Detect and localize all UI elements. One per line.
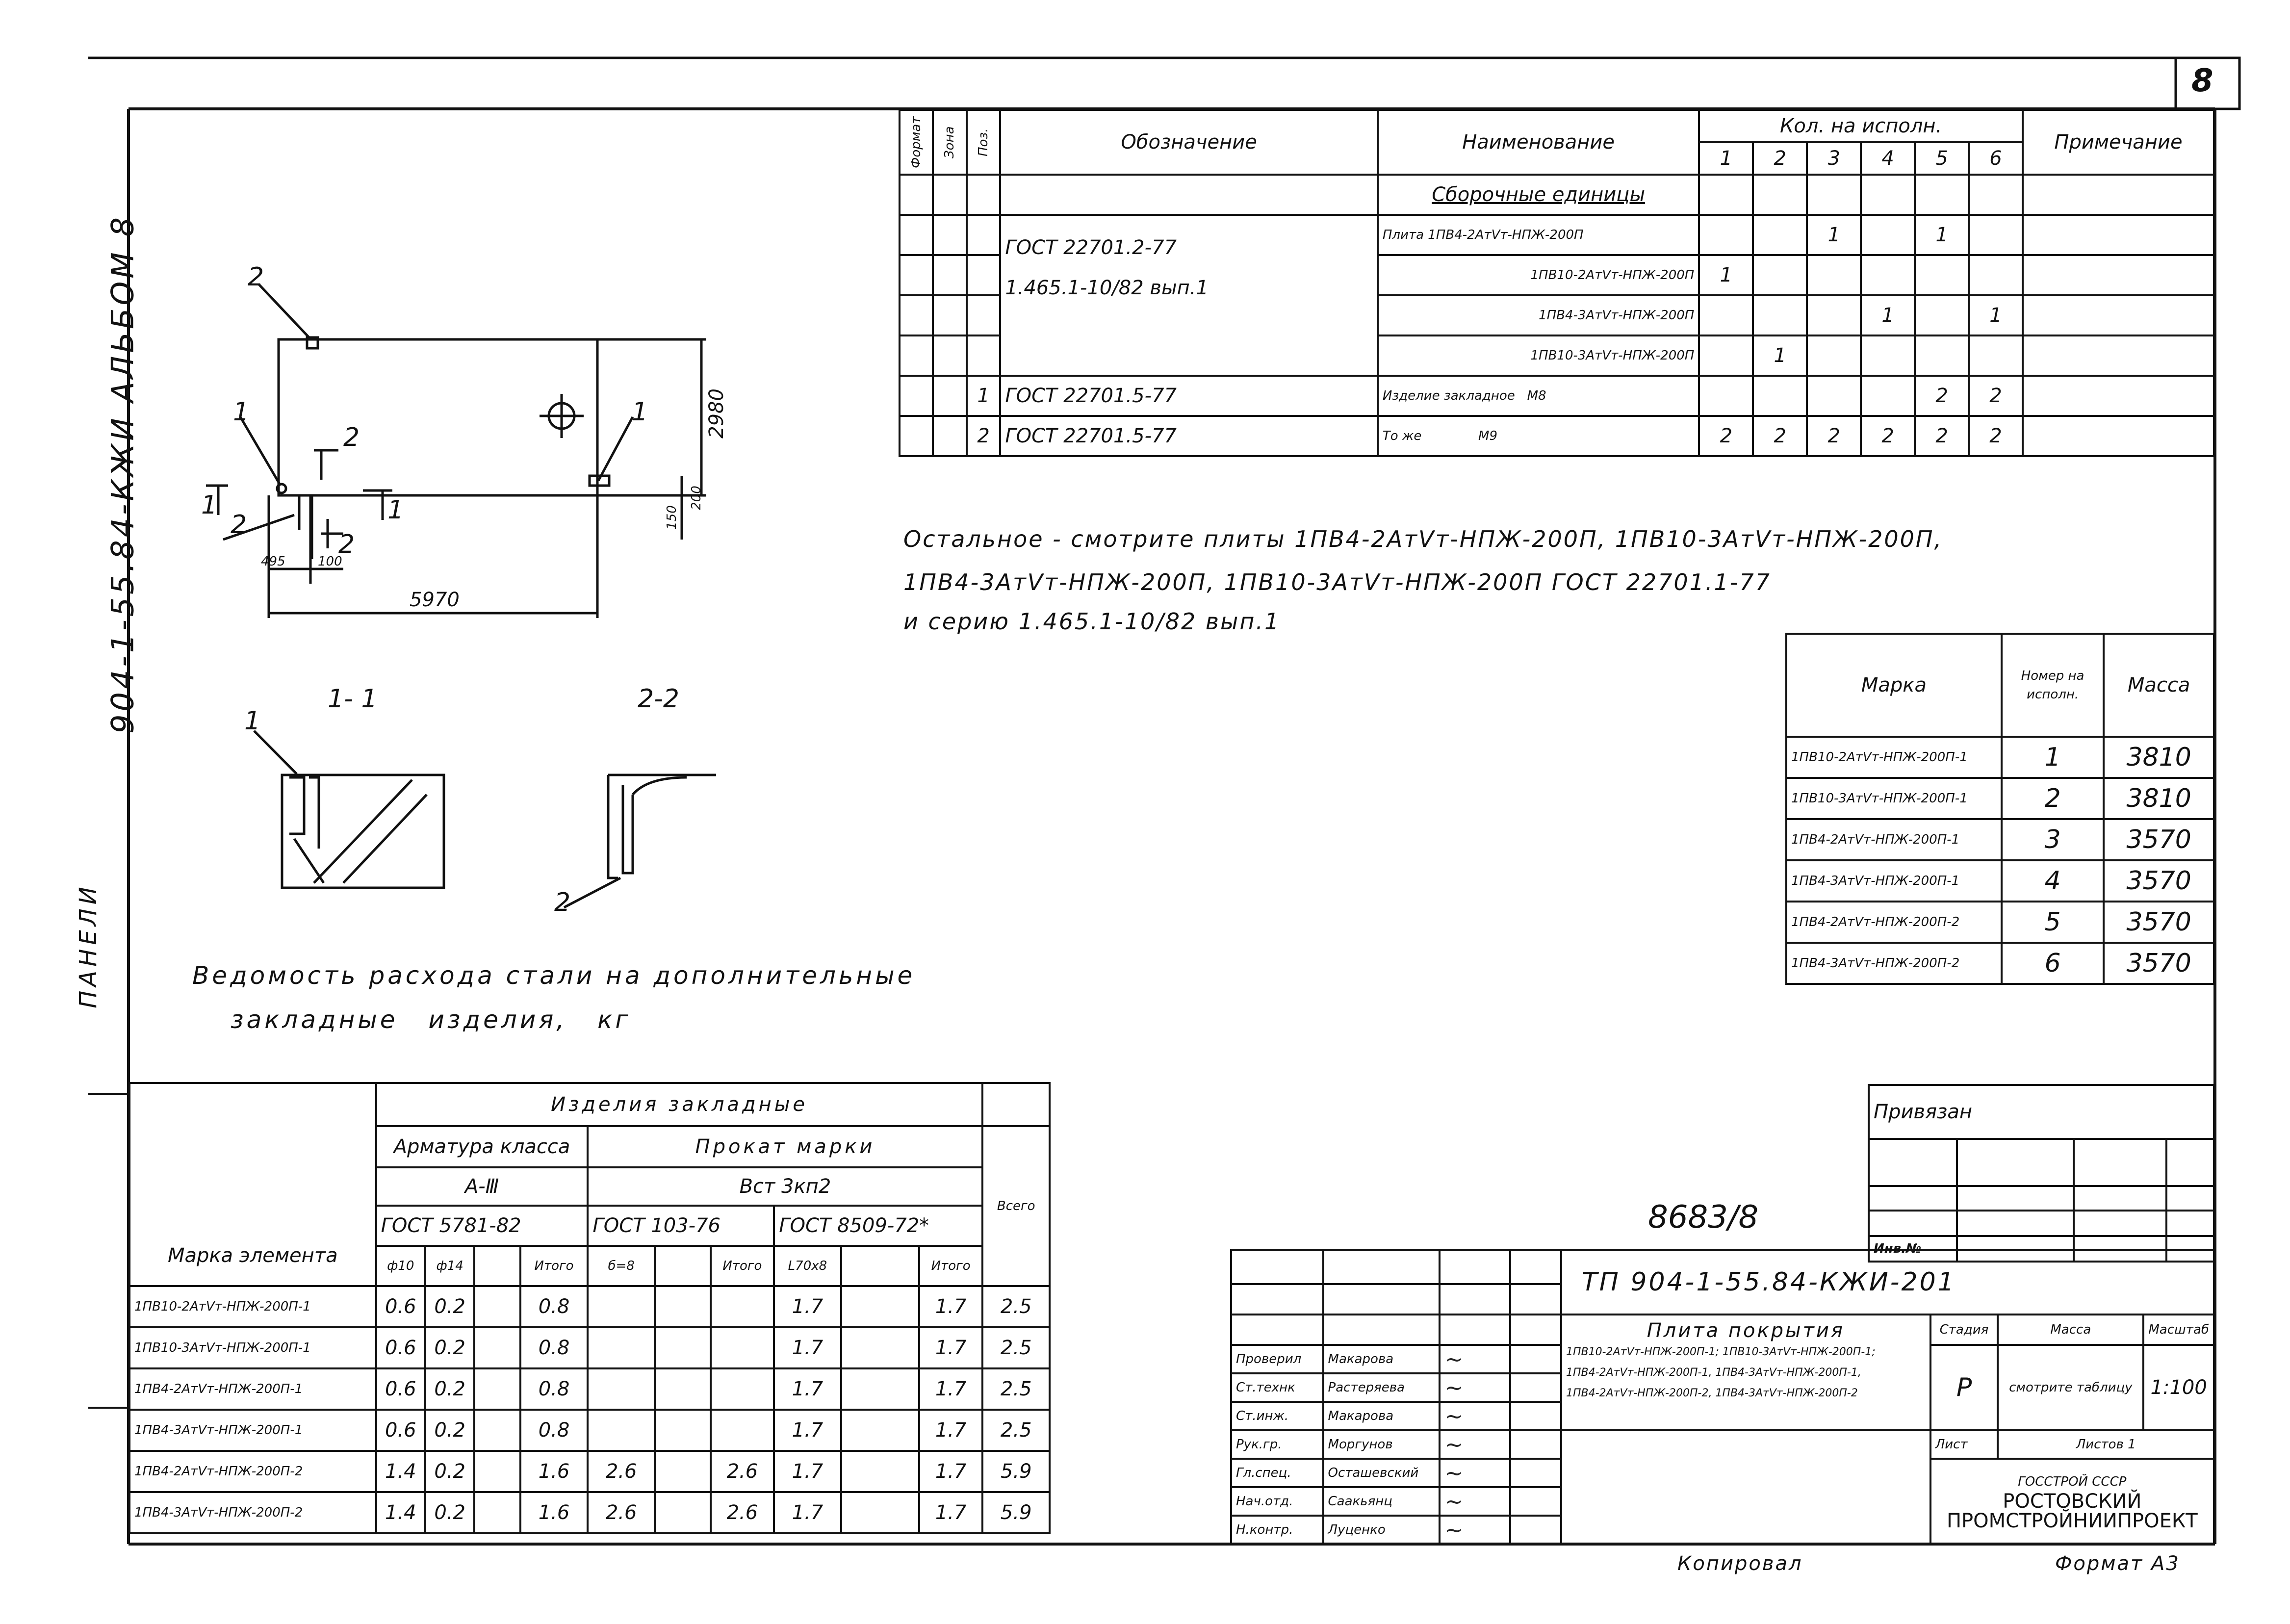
signature: ~ bbox=[1440, 1402, 1510, 1430]
steel-cell: 0.6 bbox=[376, 1327, 425, 1368]
scale-value: 1:100 bbox=[2143, 1345, 2214, 1430]
spec-table bbox=[899, 109, 2215, 457]
drawing-title bbox=[1561, 1315, 1930, 1430]
qty-cell bbox=[1807, 335, 1861, 376]
stage-value: Р bbox=[1930, 1345, 1998, 1430]
steel-cell bbox=[711, 1286, 774, 1327]
org-line-2: РОСТОВСКИЙ bbox=[2003, 1490, 2142, 1513]
dim-200: 200 bbox=[689, 486, 704, 510]
role: Рук.гр. bbox=[1231, 1430, 1323, 1459]
steel-cell: 2.6 bbox=[588, 1492, 654, 1533]
qty-cell bbox=[1753, 376, 1807, 416]
steel-cell: 1.7 bbox=[774, 1451, 841, 1492]
section-title-1-1: 1- 1 bbox=[328, 684, 378, 714]
qty-cell: 2 bbox=[1915, 416, 1969, 456]
signature: ~ bbox=[1440, 1459, 1510, 1487]
steel-cell bbox=[588, 1410, 654, 1451]
steel-cell: 1.7 bbox=[774, 1327, 841, 1368]
steel-cell: 5.9 bbox=[982, 1492, 1050, 1533]
callout-1-left: 1 bbox=[233, 397, 250, 427]
steel-cell: 0.2 bbox=[425, 1410, 474, 1451]
mass-row-exec: 5 bbox=[2002, 902, 2104, 943]
mass-row-mass: 3570 bbox=[2104, 860, 2214, 902]
steel-cell: 0.2 bbox=[425, 1451, 474, 1492]
mass-row-mark: 1ПВ4-3АтⅤт-НПЖ-200П-2 bbox=[1786, 943, 2002, 984]
person: Саакьянц bbox=[1323, 1487, 1440, 1516]
hdr-exec-2: 2 bbox=[1753, 142, 1807, 175]
binding-label: Привязан bbox=[1869, 1085, 2214, 1139]
steel-cell: 1.7 bbox=[919, 1286, 983, 1327]
role: Проверил bbox=[1231, 1345, 1323, 1373]
row-pos: 2 bbox=[967, 416, 1000, 456]
title-sub-3: 1ПВ4-2АтⅤт-НПЖ-200П-2, 1ПВ4-3АтⅤт-НПЖ-200П-2 bbox=[1566, 1387, 1858, 1399]
qty-cell: 2 bbox=[1915, 376, 1969, 416]
dim-495: 495 bbox=[261, 554, 285, 569]
section-mark-1b: 1 bbox=[387, 495, 404, 525]
row-name: То же М9 bbox=[1378, 416, 1699, 456]
qty-cell bbox=[1699, 295, 1753, 335]
hdr-total: Всего bbox=[982, 1126, 1050, 1286]
signature: ~ bbox=[1440, 1487, 1510, 1516]
side-stamp: 904-1-55.84-КЖИ АЛЬБОМ 8 bbox=[104, 214, 141, 734]
steel-table bbox=[129, 1082, 1051, 1534]
mass-label: Масса bbox=[1998, 1315, 2143, 1345]
title-main: Плита покрытия bbox=[1647, 1319, 1845, 1342]
steel-row-mark: 1ПВ10-3АтⅤт-НПЖ-200П-1 bbox=[129, 1327, 376, 1368]
steel-cell: 0.6 bbox=[376, 1368, 425, 1410]
signature: ~ bbox=[1440, 1516, 1510, 1544]
hdr-gost-rebar: ГОСТ 5781-82 bbox=[376, 1206, 588, 1246]
steel-cell: 2.6 bbox=[588, 1451, 654, 1492]
steel-row-mark: 1ПВ4-3АтⅤт-НПЖ-200П-2 bbox=[129, 1492, 376, 1533]
hdr-rebar-class: А-Ⅲ bbox=[376, 1167, 588, 1206]
qty-cell bbox=[1861, 335, 1915, 376]
steel-cell bbox=[588, 1327, 654, 1368]
hdr-exec-5: 5 bbox=[1915, 142, 1969, 175]
qty-cell bbox=[1753, 215, 1807, 255]
steel-title-2: закладные изделия, кг bbox=[231, 1005, 631, 1034]
hdr-exec-6: 6 bbox=[1969, 142, 2023, 175]
role: Гл.спец. bbox=[1231, 1459, 1323, 1487]
format-label: Формат А3 bbox=[2055, 1552, 2180, 1575]
person: Моргунов bbox=[1323, 1430, 1440, 1459]
qty-cell bbox=[1699, 215, 1753, 255]
organization bbox=[1930, 1459, 2214, 1544]
hdr-mark: Марка bbox=[1786, 634, 2002, 737]
sub-itogo-2: Итого bbox=[711, 1246, 774, 1286]
sec2-callout: 2 bbox=[554, 888, 571, 917]
hdr-zone: Зона bbox=[933, 110, 966, 175]
steel-cell: 1.4 bbox=[376, 1492, 425, 1533]
steel-cell: 5.9 bbox=[982, 1451, 1050, 1492]
designation-line-2: 1.465.1-10/82 вып.1 bbox=[1005, 277, 1209, 299]
sheet-label: Лист bbox=[1930, 1430, 1998, 1459]
person: Макарова bbox=[1323, 1402, 1440, 1430]
section-1-1 bbox=[254, 731, 444, 888]
hdr-qty: Кол. на исполн. bbox=[1699, 110, 2023, 142]
sheets-label: Листов 1 bbox=[1998, 1430, 2214, 1459]
dim-100: 100 bbox=[318, 554, 342, 569]
title-block bbox=[1230, 1249, 2215, 1545]
hdr-name: Наименование bbox=[1378, 110, 1699, 175]
hdr-exec-3: 3 bbox=[1807, 142, 1861, 175]
steel-cell: 1.6 bbox=[520, 1451, 588, 1492]
mass-row-exec: 2 bbox=[2002, 778, 2104, 819]
steel-cell: 0.6 bbox=[376, 1410, 425, 1451]
qty-cell: 1 bbox=[1699, 255, 1753, 295]
qty-cell: 1 bbox=[1861, 295, 1915, 335]
row-pos: 1 bbox=[967, 376, 1000, 416]
section-title-2-2: 2-2 bbox=[638, 684, 679, 714]
steel-row-mark: 1ПВ4-2АтⅤт-НПЖ-200П-1 bbox=[129, 1368, 376, 1410]
qty-cell: 2 bbox=[1969, 416, 2023, 456]
note-line-3: и серию 1.465.1-10/82 вып.1 bbox=[903, 608, 1281, 635]
steel-cell bbox=[711, 1327, 774, 1368]
sub-b8: б=8 bbox=[588, 1246, 654, 1286]
qty-cell bbox=[1807, 376, 1861, 416]
steel-cell: 2.5 bbox=[982, 1327, 1050, 1368]
steel-cell: 0.6 bbox=[376, 1286, 425, 1327]
qty-cell bbox=[1861, 376, 1915, 416]
steel-cell: 2.6 bbox=[711, 1451, 774, 1492]
qty-cell bbox=[1969, 215, 2023, 255]
qty-cell bbox=[1807, 255, 1861, 295]
section-title: Сборочные единицы bbox=[1378, 175, 1699, 215]
dim-150: 150 bbox=[664, 505, 679, 530]
mass-row-mark: 1ПВ4-2АтⅤт-НПЖ-200П-1 bbox=[1786, 819, 2002, 860]
steel-cell: 1.7 bbox=[774, 1368, 841, 1410]
hdr-rolled-grade: Вст 3кп2 bbox=[588, 1167, 982, 1206]
qty-cell: 1 bbox=[1807, 215, 1861, 255]
hdr-note: Примечание bbox=[2023, 110, 2214, 175]
title-sub-1: 1ПВ10-2АтⅤт-НПЖ-200П-1; 1ПВ10-3АтⅤт-НПЖ-200П-1; bbox=[1566, 1346, 1876, 1358]
mass-row-mark: 1ПВ4-2АтⅤт-НПЖ-200П-2 bbox=[1786, 902, 2002, 943]
sec1-callout: 1 bbox=[244, 706, 261, 736]
hdr-format: Формат bbox=[900, 110, 933, 175]
role: Нач.отд. bbox=[1231, 1487, 1323, 1516]
person: Растеряева bbox=[1323, 1373, 1440, 1402]
row-designation: ГОСТ 22701.5-77 bbox=[1000, 376, 1378, 416]
mass-row-mass: 3810 bbox=[2104, 737, 2214, 778]
sub-d14: ф14 bbox=[425, 1246, 474, 1286]
steel-row-mark: 1ПВ4-3АтⅤт-НПЖ-200П-1 bbox=[129, 1410, 376, 1451]
steel-row-mark: 1ПВ4-2АтⅤт-НПЖ-200П-2 bbox=[129, 1451, 376, 1492]
inv-number: 8683/8 bbox=[1648, 1199, 1759, 1236]
qty-cell: 2 bbox=[1861, 416, 1915, 456]
steel-cell bbox=[588, 1286, 654, 1327]
steel-cell: 0.8 bbox=[520, 1286, 588, 1327]
title-sub-2: 1ПВ4-2АтⅤт-НПЖ-200П-1, 1ПВ4-3АтⅤт-НПЖ-200П-1, bbox=[1566, 1366, 1861, 1379]
scale-label: Масштаб bbox=[2143, 1315, 2214, 1345]
qty-cell: 2 bbox=[1753, 416, 1807, 456]
mass-row-mass: 3570 bbox=[2104, 819, 2214, 860]
hdr-mass: Масса bbox=[2104, 634, 2214, 737]
qty-cell bbox=[1969, 335, 2023, 376]
steel-cell: 0.8 bbox=[520, 1410, 588, 1451]
qty-cell: 1 bbox=[1915, 215, 1969, 255]
steel-cell: 1.7 bbox=[919, 1410, 983, 1451]
mass-row-mass: 3810 bbox=[2104, 778, 2214, 819]
role: Ст.технк bbox=[1231, 1373, 1323, 1402]
steel-cell: 0.2 bbox=[425, 1327, 474, 1368]
side-note: ПАНЕЛИ bbox=[75, 883, 102, 1008]
callout-2-mid: 2 bbox=[343, 423, 360, 452]
org-line-1: ГОССТРОЙ СССР bbox=[2018, 1474, 2127, 1489]
mass-row-exec: 1 bbox=[2002, 737, 2104, 778]
section-mark-1a: 1 bbox=[201, 490, 218, 520]
signature: ~ bbox=[1440, 1430, 1510, 1459]
binding-box bbox=[1868, 1084, 2215, 1263]
steel-cell: 0.2 bbox=[425, 1368, 474, 1410]
mass-row-exec: 4 bbox=[2002, 860, 2104, 902]
mass-value: смотрите таблицу bbox=[1998, 1345, 2143, 1430]
stage-label: Стадия bbox=[1930, 1315, 1998, 1345]
hdr-exec-1: 1 bbox=[1699, 142, 1753, 175]
steel-cell: 1.4 bbox=[376, 1451, 425, 1492]
qty-cell bbox=[1699, 376, 1753, 416]
qty-cell: 2 bbox=[1969, 376, 2023, 416]
qty-cell: 2 bbox=[1807, 416, 1861, 456]
steel-cell: 0.2 bbox=[425, 1492, 474, 1533]
qty-cell: 1 bbox=[1969, 295, 2023, 335]
note-line-2: 1ПВ4-3АтⅤт-НПЖ-200П, 1ПВ10-3АтⅤт-НПЖ-200П ГОСТ 22701.1-77 bbox=[903, 569, 1771, 595]
hdr-rolled: Прокат марки bbox=[588, 1126, 982, 1167]
qty-cell bbox=[1969, 255, 2023, 295]
qty-cell bbox=[1753, 255, 1807, 295]
mass-row-exec: 3 bbox=[2002, 819, 2104, 860]
hdr-gost-8509: ГОСТ 8509-72* bbox=[774, 1206, 982, 1246]
steel-cell: 2.5 bbox=[982, 1410, 1050, 1451]
row-name: 1ПВ10-3АтⅤт-НПЖ-200П bbox=[1378, 335, 1699, 376]
hdr-items: Изделия закладные bbox=[376, 1083, 983, 1126]
qty-cell bbox=[1915, 295, 1969, 335]
org-line-3: ПРОМСТРОЙНИИПРОЕКТ bbox=[1946, 1510, 2198, 1532]
mass-row-mass: 3570 bbox=[2104, 943, 2214, 984]
sub-itogo-3: Итого bbox=[919, 1246, 983, 1286]
signature: ~ bbox=[1440, 1345, 1510, 1373]
qty-cell bbox=[1861, 255, 1915, 295]
sub-itogo-1: Итого bbox=[520, 1246, 588, 1286]
signature: ~ bbox=[1440, 1373, 1510, 1402]
section-2-2 bbox=[564, 775, 716, 907]
steel-cell: 2.5 bbox=[982, 1368, 1050, 1410]
row-name: 1ПВ4-3АтⅤт-НПЖ-200П bbox=[1378, 295, 1699, 335]
steel-cell: 0.2 bbox=[425, 1286, 474, 1327]
dim-width: 2980 bbox=[705, 388, 728, 438]
steel-cell: 1.7 bbox=[774, 1492, 841, 1533]
steel-cell: 1.7 bbox=[919, 1368, 983, 1410]
hdr-rebar: Арматура класса bbox=[376, 1126, 588, 1167]
section-mark-2: 2 bbox=[338, 530, 355, 559]
role: Ст.инж. bbox=[1231, 1402, 1323, 1430]
steel-cell: 0.8 bbox=[520, 1327, 588, 1368]
row-name: Изделие закладное М8 bbox=[1378, 376, 1699, 416]
qty-cell: 1 bbox=[1753, 335, 1807, 376]
steel-cell: 1.7 bbox=[919, 1327, 983, 1368]
qty-cell bbox=[1861, 215, 1915, 255]
hdr-exec-4: 4 bbox=[1861, 142, 1915, 175]
hdr-exec-no: Номер на исполн. bbox=[2002, 634, 2104, 737]
qty-cell bbox=[1915, 335, 1969, 376]
sub-l70: L70х8 bbox=[774, 1246, 841, 1286]
mass-row-exec: 6 bbox=[2002, 943, 2104, 984]
steel-cell: 1.7 bbox=[919, 1451, 983, 1492]
designation-line-1: ГОСТ 22701.2-77 bbox=[1005, 236, 1177, 259]
steel-cell: 1.6 bbox=[520, 1492, 588, 1533]
row-name: 1ПВ10-2АтⅤт-НПЖ-200П bbox=[1378, 255, 1699, 295]
page-number: 8 bbox=[2191, 63, 2213, 99]
hdr-pos: Поз. bbox=[967, 110, 1000, 175]
mass-row-mark: 1ПВ4-3АтⅤт-НПЖ-200П-1 bbox=[1786, 860, 2002, 902]
hdr-designation: Обозначение bbox=[1000, 110, 1378, 175]
qty-cell bbox=[1915, 255, 1969, 295]
person: Луценко bbox=[1323, 1516, 1440, 1544]
steel-cell: 1.7 bbox=[774, 1410, 841, 1451]
callout-1-right: 1 bbox=[632, 397, 648, 427]
steel-cell: 0.8 bbox=[520, 1368, 588, 1410]
qty-cell bbox=[1807, 295, 1861, 335]
steel-cell bbox=[711, 1368, 774, 1410]
row-name: Плита 1ПВ4-2АтⅤт-НПЖ-200П bbox=[1378, 215, 1699, 255]
callout-2-low: 2 bbox=[231, 510, 247, 540]
person: Осташевский bbox=[1323, 1459, 1440, 1487]
dim-length: 5970 bbox=[410, 589, 460, 611]
role: Н.контр. bbox=[1231, 1516, 1323, 1544]
steel-cell: 1.7 bbox=[919, 1492, 983, 1533]
mass-row-mark: 1ПВ10-3АтⅤт-НПЖ-200П-1 bbox=[1786, 778, 2002, 819]
mass-row-mass: 3570 bbox=[2104, 902, 2214, 943]
drawing-code: ТП 904-1-55.84-КЖИ-201 bbox=[1561, 1250, 2214, 1315]
main-designation bbox=[1000, 215, 1378, 376]
inv-label: Инв.№ bbox=[1869, 1236, 1957, 1262]
sub-d10: ф10 bbox=[376, 1246, 425, 1286]
steel-cell: 2.5 bbox=[982, 1286, 1050, 1327]
row-designation: ГОСТ 22701.5-77 bbox=[1000, 416, 1378, 456]
mass-table bbox=[1785, 633, 2215, 985]
person: Макарова bbox=[1323, 1345, 1440, 1373]
steel-cell bbox=[588, 1368, 654, 1410]
qty-cell: 2 bbox=[1699, 416, 1753, 456]
steel-row-mark: 1ПВ10-2АтⅤт-НПЖ-200П-1 bbox=[129, 1286, 376, 1327]
qty-cell bbox=[1699, 335, 1753, 376]
mass-row-mark: 1ПВ10-2АтⅤт-НПЖ-200П-1 bbox=[1786, 737, 2002, 778]
steel-cell: 1.7 bbox=[774, 1286, 841, 1327]
copied-by: Копировал bbox=[1677, 1552, 1803, 1575]
steel-title-1: Ведомость расхода стали на дополнительные bbox=[192, 961, 916, 990]
hdr-mark-element: Марка элемента bbox=[129, 1083, 376, 1286]
note-line-1: Остальное - смотрите плиты 1ПВ4-2АтⅤт-НПЖ-200П, 1ПВ10-3АтⅤт-НПЖ-200П, bbox=[903, 526, 1943, 552]
qty-cell bbox=[1753, 295, 1807, 335]
steel-cell bbox=[711, 1410, 774, 1451]
callout-2-top: 2 bbox=[248, 262, 264, 292]
steel-cell: 2.6 bbox=[711, 1492, 774, 1533]
hdr-gost-103: ГОСТ 103-76 bbox=[588, 1206, 774, 1246]
